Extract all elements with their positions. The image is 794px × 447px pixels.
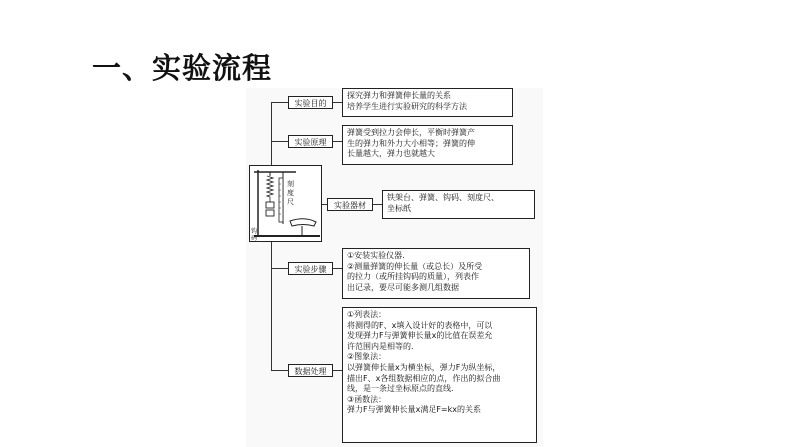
desc-line: 描出F、x各组数据相应的点，作出的拟合曲 bbox=[347, 373, 501, 383]
desc-data-processing bbox=[342, 307, 537, 443]
connector-principle-left bbox=[271, 141, 288, 142]
desc-line: ①列表法： bbox=[347, 310, 387, 319]
ruler-label: 刻度尺 bbox=[287, 180, 294, 206]
step-label-procedure: 实验步骤 bbox=[288, 262, 333, 275]
connector-steps-right bbox=[333, 268, 342, 269]
desc-line: 长量越大，弹力也就越大 bbox=[347, 149, 435, 159]
connector-principle-right bbox=[333, 141, 342, 142]
connector-purpose bbox=[271, 102, 288, 103]
desc-procedure bbox=[342, 248, 530, 299]
desc-line: 许范围内是相等的. bbox=[347, 341, 414, 351]
desc-line: ②测量弹簧的伸长量（或总长）及所受 bbox=[347, 261, 483, 271]
step-label-data-processing: 数据处理 bbox=[288, 364, 333, 377]
desc-line: 发现弹力F与弹簧伸长量x的比值在误差允 bbox=[347, 331, 493, 341]
connector-data-right bbox=[333, 370, 342, 371]
step-label-materials: 实验器材 bbox=[327, 198, 373, 211]
desc-line: 铁架台、弹簧、钩码、刻度尺、 bbox=[387, 193, 499, 202]
desc-line: 弹力F与弹簧伸长量x满足F=kx的关系 bbox=[347, 405, 482, 415]
step-label-purpose: 实验目的 bbox=[288, 96, 333, 109]
desc-principle bbox=[342, 125, 513, 165]
connector-data-left bbox=[271, 370, 288, 371]
connector-purpose-right bbox=[333, 102, 342, 103]
connector-materials-right bbox=[373, 204, 382, 205]
desc-purpose bbox=[342, 88, 513, 117]
desc-line: 坐标纸 bbox=[387, 203, 411, 213]
desc-line: 生的弹力和外力大小相等；弹簧的伸 bbox=[347, 138, 475, 148]
desc-line: ①安装实验仪器. bbox=[347, 251, 405, 260]
desc-materials bbox=[382, 190, 535, 219]
desc-line: 将测得的F、x填入设计好的表格中，可以 bbox=[347, 320, 493, 330]
step-label-principle: 实验原理 bbox=[288, 135, 333, 148]
slide-title: 一、实验流程 bbox=[92, 51, 273, 85]
desc-line: 以弹簧伸长量x为横坐标，弹力F为纵坐标， bbox=[347, 362, 501, 372]
desc-line: 探究弹力和弹簧伸长量的关系 bbox=[347, 91, 451, 100]
weight-label: 钩码 bbox=[251, 228, 258, 242]
desc-line: 的拉力（或所挂钩码的质量），列表作 bbox=[347, 272, 479, 282]
apparatus-figure bbox=[249, 165, 322, 242]
connector-steps-left bbox=[271, 268, 288, 269]
desc-line: 培养学生进行实验研究的科学方法 bbox=[347, 101, 467, 111]
desc-line: 出记录，要尽可能多测几组数据 bbox=[347, 282, 459, 292]
desc-line: ②图象法： bbox=[347, 352, 387, 362]
desc-line: ③函数法： bbox=[347, 394, 387, 404]
desc-line: 弹簧受到拉力会伸长，平衡时弹簧产 bbox=[347, 128, 475, 137]
desc-line: 线，是一条过坐标原点的直线. bbox=[347, 384, 454, 394]
